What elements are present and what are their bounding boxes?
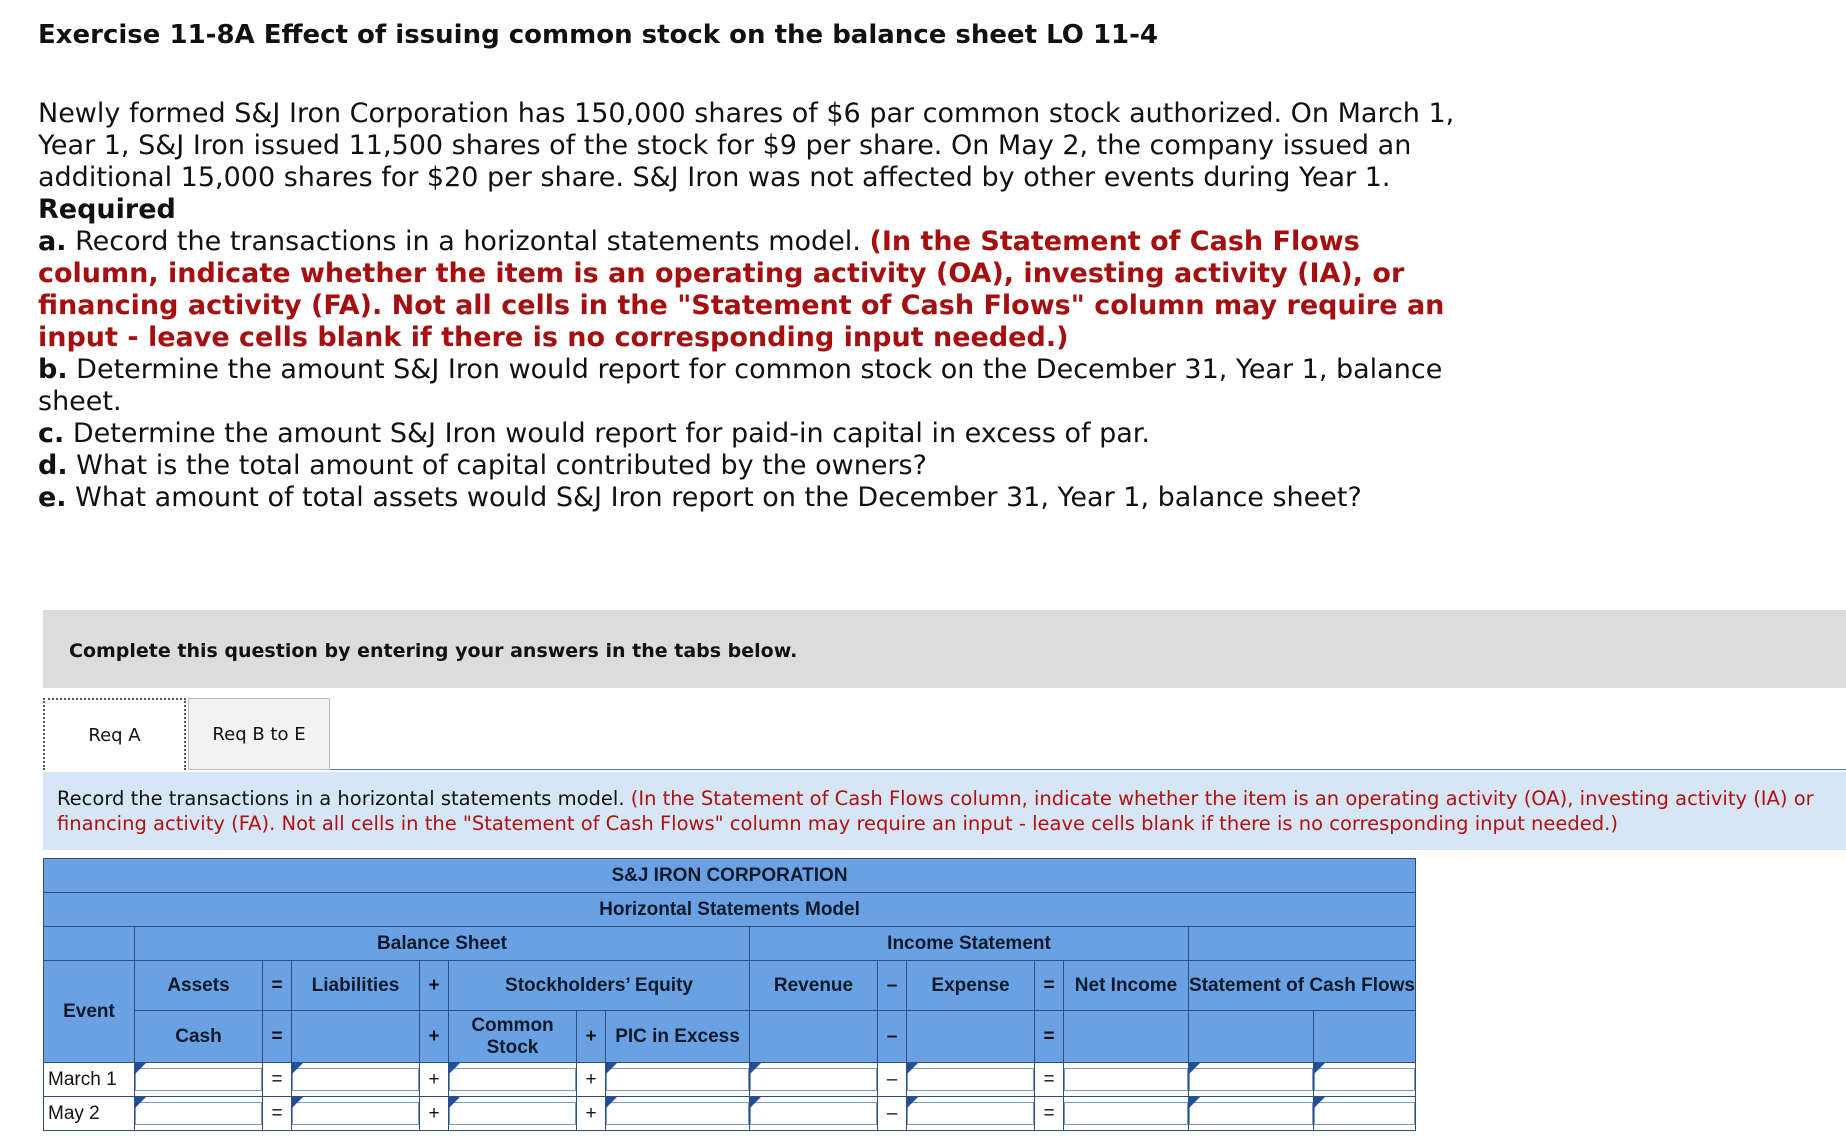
cash-flow-activity-input-cell[interactable] [1314,1097,1416,1131]
instruction-text: Record the transactions in a horizontal statements model. [57,787,631,810]
equals-header-2: = [1035,961,1064,1011]
net-income-subheader [1064,1011,1189,1063]
tab-instruction [43,772,1846,850]
pic-input-cell[interactable] [606,1097,750,1131]
tab-req-b-to-e-label: Req B to E [212,723,306,745]
plus-sign: + [577,1097,606,1131]
common-stock-input[interactable] [449,1068,576,1091]
equals-sign: = [1035,1097,1064,1131]
cash-input[interactable] [135,1068,262,1091]
balance-sheet-header: Balance Sheet [135,927,750,961]
liabilities-input-cell[interactable] [292,1097,420,1131]
requirement-c-letter: c. [38,418,65,449]
required-heading: Required [38,194,176,225]
minus-subheader: – [878,1011,907,1063]
common-stock-input-cell[interactable] [449,1063,577,1097]
requirement-e-text: What amount of total assets would S&J Iron report on the December 31, Year 1, balance sheet? [66,482,1362,513]
blank-header [44,927,135,961]
table-row [44,1097,1416,1131]
revenue-input-cell[interactable] [750,1063,878,1097]
requirement-d-letter: d. [38,450,68,481]
cash-flow-activity-input[interactable] [1314,1102,1415,1125]
expense-input[interactable] [907,1102,1034,1125]
tab-req-a-label: Req A [88,724,141,746]
table-row [44,1063,1416,1097]
minus-sign: – [878,1097,907,1131]
liabilities-input[interactable] [292,1068,419,1091]
common-stock-input-cell[interactable] [449,1097,577,1131]
liabilities-input-cell[interactable] [292,1063,420,1097]
horizontal-statements-model [43,858,1416,1131]
net-income-input[interactable] [1064,1068,1188,1091]
assets-header: Assets [135,961,263,1011]
net-income-header: Net Income [1064,961,1189,1011]
net-income-input-cell[interactable] [1064,1063,1189,1097]
instructions-banner [43,610,1846,688]
cash-flows-header: Statement of Cash Flows [1189,961,1416,1011]
equals-sign: = [1035,1063,1064,1097]
cash-flow-activity-input[interactable] [1314,1068,1415,1091]
cash-flow-activity-input-cell[interactable] [1314,1063,1416,1097]
requirement-e [38,482,1488,514]
cash-flows-activity-subheader [1314,1011,1416,1063]
requirement-c-text: Determine the amount S&J Iron would report for paid-in capital in excess of par. [64,418,1150,449]
cash-flow-amount-input-cell[interactable] [1189,1097,1314,1131]
requirement-e-letter: e. [38,482,67,513]
requirement-b-text: Determine the amount S&J Iron would report for common stock on the December 31, Year 1, balance sheet. [38,354,1443,417]
requirement-a-note: (In the Statement of Cash Flows column, indicate whether the item is an operating activity (OA), investing activity (IA), or financing activity (FA). Not all cells in the "Statement of Cash Flows" column may require an input - leave cells blank if there is no corresponding input needed.) [38,226,1445,353]
revenue-input[interactable] [750,1102,877,1125]
cash-flow-amount-input[interactable] [1189,1068,1313,1091]
problem-statement [38,98,1488,514]
model-subtitle: Horizontal Statements Model [44,893,1416,927]
requirement-a-text: Record the transactions in a horizontal statements model. [66,226,870,257]
pic-input-cell[interactable] [606,1063,750,1097]
expense-header: Expense [907,961,1035,1011]
equals-header: = [263,961,292,1011]
requirement-a [38,226,1488,354]
plus-sign: + [420,1063,449,1097]
equals-subheader: = [263,1011,292,1063]
requirement-a-letter: a. [38,226,67,257]
cash-flow-amount-input-cell[interactable] [1189,1063,1314,1097]
minus-sign: – [878,1063,907,1097]
revenue-subheader [750,1011,878,1063]
company-name: S&J IRON CORPORATION [44,859,1416,893]
cash-input-cell[interactable] [135,1063,263,1097]
banner-text: Complete this question by entering your answers in the tabs below. [69,640,798,662]
net-income-input[interactable] [1064,1102,1188,1125]
problem-text: Newly formed S&J Iron Corporation has 150,000 shares of $6 par common stock authorized. On March 1, Year 1, S&J Iron issued 11,500 shares of the stock for $9 per share. On May 2, the company issued an additional 15,000 shares for $20 per share. S&J Iron was not affected by other events during Year 1. [38,98,1455,193]
expense-input-cell[interactable] [907,1097,1035,1131]
event-header: Event [44,961,135,1063]
plus-sign: + [577,1063,606,1097]
requirement-d [38,450,1488,482]
equals-subheader-2: = [1035,1011,1064,1063]
event-label: March 1 [44,1063,135,1097]
cash-flows-amount-subheader [1189,1011,1314,1063]
tab-req-a[interactable] [43,698,186,770]
common-stock-input[interactable] [449,1102,576,1125]
pic-input[interactable] [606,1068,749,1091]
liabilities-input[interactable] [292,1102,419,1125]
cash-input-cell[interactable] [135,1097,263,1131]
plus-sign: + [420,1097,449,1131]
requirement-b [38,354,1488,418]
pic-input[interactable] [606,1102,749,1125]
expense-input-cell[interactable] [907,1063,1035,1097]
requirement-d-text: What is the total amount of capital contributed by the owners? [67,450,927,481]
exercise-title: Exercise 11-8A Effect of issuing common stock on the balance sheet LO 11-4 [38,20,1159,50]
plus-subheader: + [420,1011,449,1063]
event-label: May 2 [44,1097,135,1131]
revenue-header: Revenue [750,961,878,1011]
common-stock-subheader: Common Stock [449,1011,577,1063]
income-statement-header: Income Statement [750,927,1189,961]
tab-req-b-to-e[interactable] [188,698,330,770]
plus-subheader-2: + [577,1011,606,1063]
cash-input[interactable] [135,1102,262,1125]
cash-flow-amount-input[interactable] [1189,1102,1313,1125]
expense-subheader [907,1011,1035,1063]
equals-sign: = [263,1063,292,1097]
stockholders-equity-header: Stockholders’ Equity [449,961,750,1011]
revenue-input[interactable] [750,1068,877,1091]
instruction-note: (In the Statement of Cash Flows column, indicate whether the item is an operating activity (OA), investing activity (IA) or financing activity (FA). Not all cells in the "Statement of Cash Flows" column may require an input - leave cells blank if there is no corresponding input needed.) [57,787,1814,835]
requirement-b-letter: b. [38,354,68,385]
tab-divider [330,769,1846,770]
liabilities-subheader [292,1011,420,1063]
cash-flows-blank-header [1189,927,1416,961]
pic-in-excess-subheader: PIC in Excess [606,1011,750,1063]
liabilities-header: Liabilities [292,961,420,1011]
plus-header: + [420,961,449,1011]
expense-input[interactable] [907,1068,1034,1091]
minus-header: – [878,961,907,1011]
equals-sign: = [263,1097,292,1131]
requirement-c [38,418,1488,450]
revenue-input-cell[interactable] [750,1097,878,1131]
net-income-input-cell[interactable] [1064,1097,1189,1131]
cash-subheader: Cash [135,1011,263,1063]
